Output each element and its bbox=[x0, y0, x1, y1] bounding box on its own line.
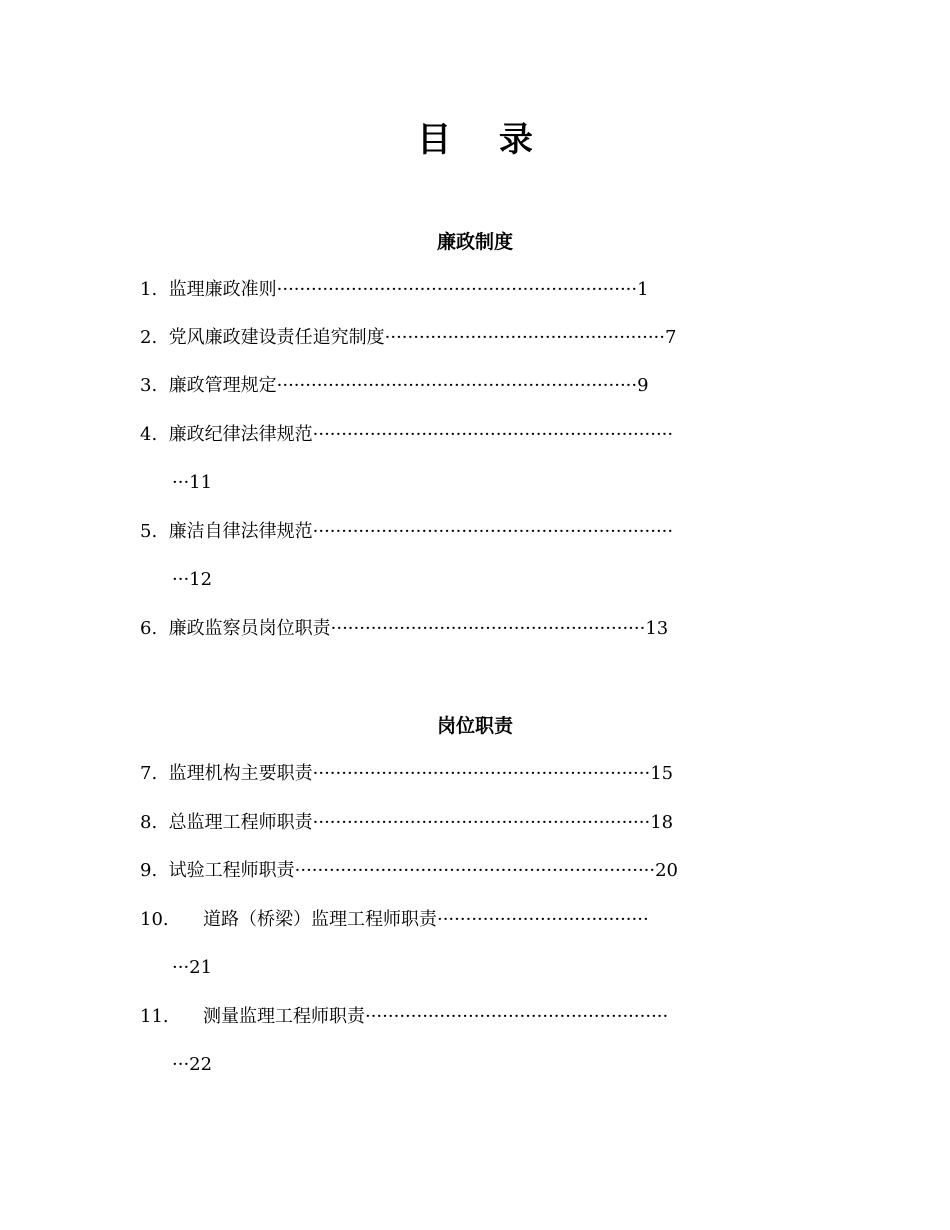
toc-entry-number: 10. bbox=[140, 909, 169, 930]
toc-entry[interactable] bbox=[140, 275, 649, 305]
toc-entry-leader: ····················································· bbox=[364, 1006, 669, 1027]
toc-entry[interactable] bbox=[140, 614, 668, 644]
toc-entry-continuation: ···21 bbox=[172, 957, 213, 978]
toc-entry[interactable] bbox=[140, 323, 676, 353]
toc-entry-text: 廉政纪律法律规范 bbox=[168, 424, 313, 445]
toc-entry-number: 11. bbox=[140, 1006, 169, 1027]
toc-entry-leader: ··························································· bbox=[312, 812, 651, 833]
toc-entry-continuation: ···11 bbox=[172, 472, 213, 493]
toc-entry-number: 2. bbox=[140, 327, 158, 348]
toc-entry-page: 13 bbox=[645, 618, 669, 639]
toc-entry[interactable] bbox=[140, 808, 673, 838]
toc-entry[interactable] bbox=[140, 759, 673, 789]
toc-entry-leader: ······················································· bbox=[330, 618, 646, 639]
toc-entry-leader: ··························································· bbox=[312, 763, 651, 784]
toc-entry[interactable] bbox=[140, 517, 673, 547]
toc-entry-leader: ······························································· bbox=[276, 375, 638, 396]
toc-entry-number: 5. bbox=[140, 521, 158, 542]
section-heading-gangwei: 岗位职责 bbox=[436, 715, 513, 737]
toc-entry-number: 6. bbox=[140, 618, 158, 639]
toc-entry-page: 20 bbox=[655, 860, 679, 881]
toc-entry-text: 廉政监察员岗位职责 bbox=[168, 618, 331, 639]
toc-entry-number: 3. bbox=[140, 375, 158, 396]
toc-entry-leader: ····································· bbox=[436, 909, 649, 930]
toc-entry-number: 7. bbox=[140, 763, 158, 784]
document-title: 目 录 bbox=[417, 120, 551, 160]
toc-entry-page: 1 bbox=[637, 279, 649, 300]
toc-entry-text: 廉洁自律法律规范 bbox=[168, 521, 313, 542]
toc-entry-continuation: ···12 bbox=[172, 569, 213, 590]
toc-entry-page: 15 bbox=[650, 763, 674, 784]
toc-entry-text: 监理机构主要职责 bbox=[168, 763, 313, 784]
toc-entry-leader: ······························································· bbox=[294, 860, 656, 881]
toc-entry[interactable] bbox=[140, 905, 649, 935]
section-heading-lianzheng: 廉政制度 bbox=[436, 231, 513, 253]
toc-entry[interactable] bbox=[140, 1002, 668, 1032]
toc-entry-text: 总监理工程师职责 bbox=[168, 812, 313, 833]
toc-entry-text: 道路（桥梁）监理工程师职责 bbox=[202, 909, 437, 930]
toc-entry-text: 试验工程师职责 bbox=[168, 860, 295, 881]
toc-entry[interactable] bbox=[140, 856, 678, 886]
toc-entry-number: 9. bbox=[140, 860, 158, 881]
toc-entry-page: 7 bbox=[665, 327, 677, 348]
toc-entry-page: 9 bbox=[637, 375, 649, 396]
toc-entry-page: 18 bbox=[650, 812, 674, 833]
toc-entry-leader: ······························································· bbox=[312, 424, 674, 445]
toc-entry-text: 监理廉政准则 bbox=[168, 279, 277, 300]
toc-entry-text: 测量监理工程师职责 bbox=[202, 1006, 365, 1027]
toc-entry[interactable] bbox=[140, 420, 673, 450]
toc-entry-leader: ······························································· bbox=[312, 521, 674, 542]
toc-entry-text: 廉政管理规定 bbox=[168, 375, 277, 396]
toc-entry-number: 8. bbox=[140, 812, 158, 833]
toc-entry-leader: ······························································· bbox=[276, 279, 638, 300]
toc-entry-number: 1. bbox=[140, 279, 158, 300]
toc-entry-continuation: ···22 bbox=[172, 1054, 213, 1075]
toc-entry-text: 党风廉政建设责任追究制度 bbox=[168, 327, 385, 348]
toc-entry-leader: ················································· bbox=[384, 327, 666, 348]
toc-entry[interactable] bbox=[140, 371, 649, 401]
toc-entry-number: 4. bbox=[140, 424, 158, 445]
